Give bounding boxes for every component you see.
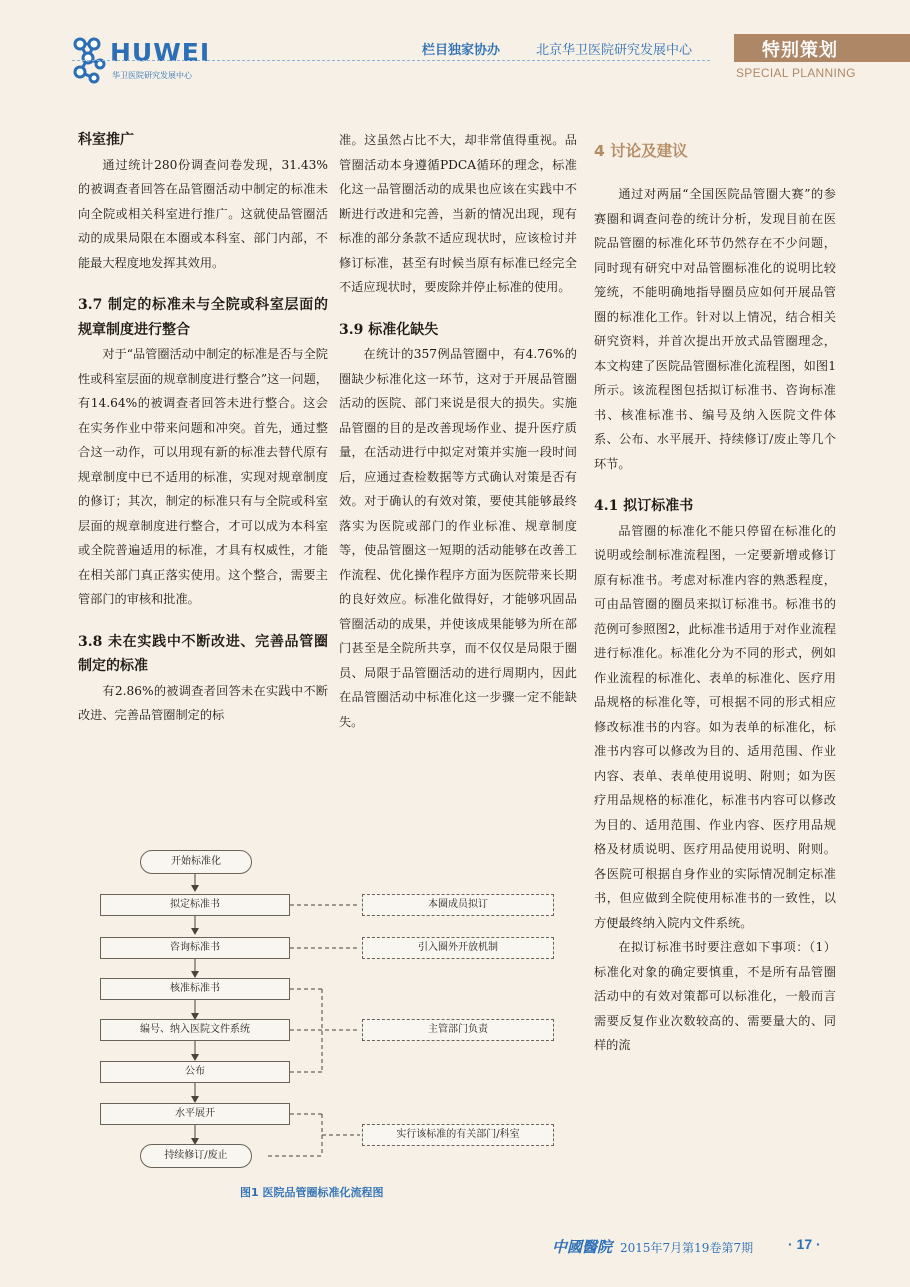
paragraph-dept-promotion: 通过统计280份调查问卷发现，31.43%的被调查者回答在品管圈活动中制定的标准未向全院或相关科室进行推广。这就使品管圈活动的成果局限在本圈或本科室、部门内部，不能最大程度地发挥其效用。 <box>78 157 328 270</box>
journal-issue: 2015年7月第19卷第7期 <box>620 1241 754 1255</box>
organization-label: 北京华卫医院研究发展中心 <box>536 43 693 58</box>
flow-step-number-file: 编号、纳入医院文件系统 <box>100 1019 290 1041</box>
paragraph-section-3-8-continued: 准。这虽然占比不大，却非常值得重视。品管圈活动本身遵循PDCA循环的理念，标准化这一品管圈活动的成果也应该在实践中不断进行改进和完善，当新的情况出现，现有标准的部分条款不适应现状时，应该检讨并修订标准，甚至有时候当原有标准已经完全不适应现状时，要废除并停止标准的使用。 <box>339 133 577 294</box>
flow-step-approve: 核准标准书 <box>100 978 290 1000</box>
section-tag-cn: 特别策划 <box>762 40 838 61</box>
heading-section-3-9: 3.9 标准化缺失 <box>339 321 439 338</box>
logo-wordmark: HUWEI <box>110 38 211 67</box>
heading-section-3-7: 3.7 制定的标准未与全院或科室层面的规章制度进行整合 <box>78 297 328 338</box>
flow-step-consult: 咨询标准书 <box>100 937 290 959</box>
flow-note-dept-in-charge: 主管部门负责 <box>362 1019 554 1041</box>
heading-section-3-8: 3.8 未在实践中不断改进、完善品管圈制定的标准 <box>78 633 328 674</box>
flow-note-circle-members: 本圈成员拟订 <box>362 894 554 916</box>
flow-note-implementing-depts: 实行该标准的有关部门/科室 <box>362 1124 554 1146</box>
figure-caption: 图1 医院品管圈标准化流程图 <box>240 1186 384 1199</box>
flow-start-node: 开始标准化 <box>140 850 252 874</box>
heading-section-4: 4 讨论及建议 <box>594 142 688 160</box>
page-header <box>0 0 910 92</box>
text-column-2 <box>339 128 577 734</box>
logo-subtitle: 华卫医院研究发展中心 <box>112 71 192 80</box>
header-divider <box>72 60 710 61</box>
text-column-1 <box>78 128 328 728</box>
paragraph-section-3-9: 在统计的357例品管圈中，有4.76%的圈缺少标准化这一环节，这对于开展品管圈活动的医院、部门来说是很大的损失。实施品管圈的目的是改善现场作业、提升医疗质量，在活动进行中拟定对策并实施一段时间后，应通过查检数据等方式确认对策是否有效。对于确认的有效对策，要使其能够最终落实为医院或部门的作业标准、规章制度等，使品管圈这一短期的活动能够在改善工作流程、优化操作程序方面为医院带来长期的良好效应。标准化做得好，才能够巩固品管圈活动的成果，并使该成果能够为所在部门甚至是全院所共享，而不仅仅是局限于圈员、局限于品管圈活动的进行周期内，因此在品管圈活动中标准化这一步骤一定不能缺失。 <box>339 347 577 729</box>
standardization-flowchart <box>78 838 576 1193</box>
page-number: · 17 · <box>788 1236 821 1252</box>
paragraph-section-4-1-notes: 在拟订标准书时要注意如下事项：（1）标准化对象的确定要慎重，不是所有品管圈活动中的有效对策都可以标准化，一般而言需要反复作业次数较高的、需要量大的、同样的流 <box>594 940 836 1052</box>
text-column-3 <box>594 128 836 1058</box>
journal-brand: 中國醫院 <box>552 1238 613 1256</box>
flow-step-deploy: 水平展开 <box>100 1103 290 1125</box>
paragraph-section-4-1: 品管圈的标准化不能只停留在标准化的说明或绘制标准流程图，一定要新增或修订原有标准书。考虑对标准内容的熟悉程度，可由品管圈的圈员来拟订标准书。标准书的范例可参照图2，此标准书适用于对作业流程进行标准化。标准化分为不同的形式，例如作业流程的标准化、表单的标准化、医疗用品规格的标准化等，可根据不同的形式相应修改标准书的内容。如为表单的标准化，标准书内容可以修改为目的、适用范围、作业内容、表单、表单使用说明、附则；如为医疗用品规格的标准化，标准书内容可以修改为目的、适用范围、作业内容、医疗用品规格及材质说明、医疗用品使用说明、附则。各医院可根据自身作业的实际情况制定标准书，但应做到全院使用标准书的一致性，以方便最终纳入院内文件系统。 <box>594 523 836 930</box>
heading-section-4-1: 4.1 拟订标准书 <box>594 498 694 514</box>
column-label: 栏目独家协办 <box>422 43 501 58</box>
heading-dept-promotion: 科室推广 <box>78 132 134 148</box>
paragraph-section-3-8: 有2.86%的被调查者回答未在实践中不断改进、完善品管圈制定的标 <box>78 683 328 722</box>
flow-step-draft: 拟定标准书 <box>100 894 290 916</box>
flow-end-node: 持续修订/废止 <box>140 1144 252 1168</box>
paragraph-section-3-7: 对于“品管圈活动中制定的标准是否与全院性或科室层面的规章制度进行整合”这一问题，有14.64%的被调查者回答未进行整合。这会在实务作业中带来问题和冲突。首先，通过整合这一动作，可以用现有新的标准去替代原有规章制度中已不适用的标准，实现对规章制度的修订；其次，制定的标准只有与全院或科室层面的规章制度进行整合，才可以成为本科室或全院普遍适用的标准，才具有权威性，才能在相关部门真正落实使用。这个整合，需要主管部门的审核和批准。 <box>78 347 328 606</box>
flow-step-publish: 公布 <box>100 1061 290 1083</box>
section-tag-en: SPECIAL PLANNING <box>736 66 856 80</box>
flow-note-open-mechanism: 引入圈外开放机制 <box>362 937 554 959</box>
paragraph-section-4: 通过对两届“全国医院品管圈大赛”的参赛圈和调查问卷的统计分析，发现目前在医院品管圈的标准化环节仍然存在不少问题，同时现有研究中对品管圈标准化的说明比较笼统，不能明确地指导圈员应如何开展品管圈的标准化工作。针对以上情况，结合相关研究资料，并首次提出开放式品管圈理念，本文构建了医院品管圈标准化流程图，如图1所示。该流程图包括拟订标准书、咨询标准书、核准标准书、编号及纳入医院文件体系、公布、水平展开、持续修订/废止等几个环节。 <box>594 187 836 471</box>
